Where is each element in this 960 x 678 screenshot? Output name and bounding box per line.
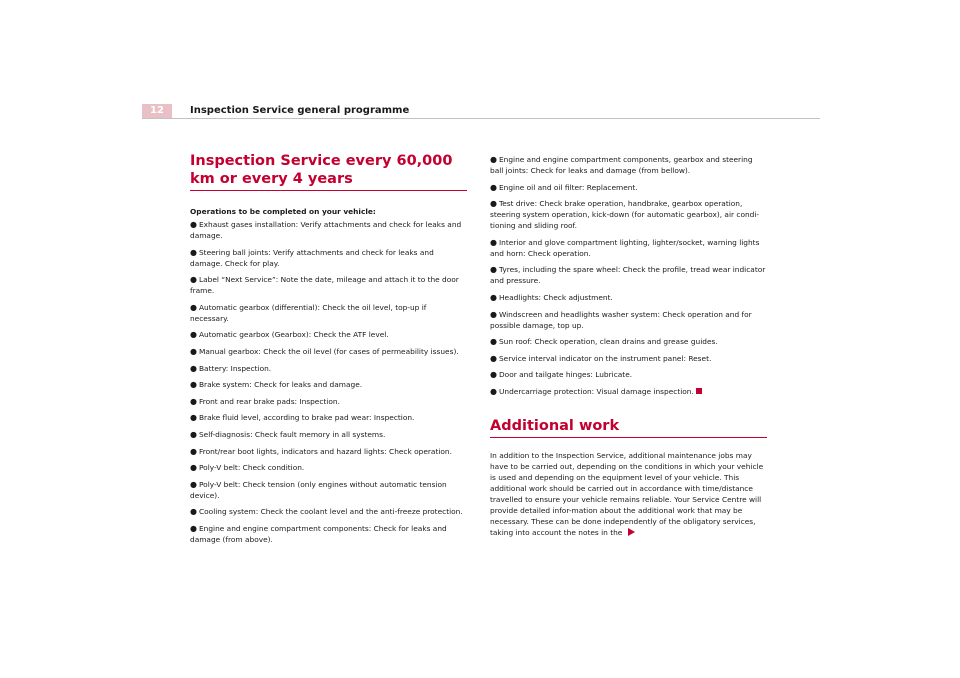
additional-work-title: Additional work	[490, 417, 767, 438]
list-item-text: Engine oil and oil filter: Replacement.	[498, 182, 638, 192]
bullet-icon: ●	[490, 199, 497, 209]
list-item-text: Interior and glove compartment lighting, lighter/socket, warning lights and horn: Check operation.	[490, 237, 760, 258]
bullet-icon: ●	[190, 507, 197, 517]
bullet-icon: ●	[190, 275, 197, 285]
list-item	[190, 363, 467, 374]
header-rule	[142, 118, 820, 119]
bullet-icon: ●	[490, 337, 497, 347]
list-item	[490, 264, 767, 286]
bullet-icon: ●	[190, 523, 197, 533]
list-item-text: Manual gearbox: Check the oil level (for cases of permeability issues).	[198, 346, 459, 356]
list-item-text: Engine and engine compartment components, gearbox and steering ball joints: Check for leaks and damage (from bellow).	[490, 155, 753, 175]
bullet-icon: ●	[190, 363, 197, 373]
list-item-text: Steering ball joints: Verify attachments and check for leaks and damage. Check for play.	[190, 247, 434, 268]
list-item	[190, 379, 467, 390]
operations-subheading: Operations to be completed on your vehicle:	[190, 207, 376, 216]
bullet-icon: ●	[190, 380, 197, 390]
bullet-icon: ●	[190, 463, 197, 473]
bullet-icon: ●	[490, 309, 497, 319]
list-item-text: Headlights: Check adjustment.	[498, 292, 613, 302]
list-item	[490, 182, 767, 193]
list-item-text: Engine and engine compartment components: Check for leaks and damage (from above).	[190, 523, 447, 544]
running-title: Inspection Service general programme	[190, 105, 410, 116]
page-number: 12	[142, 104, 172, 118]
list-item-text: Label “Next Service”: Note the date, mileage and attach it to the door frame.	[190, 275, 459, 296]
bullet-icon: ●	[490, 182, 497, 192]
list-item-text: Poly-V belt: Check condition.	[198, 463, 305, 473]
list-item-text: Test drive: Check brake operation, handbrake, gearbox operation, steering system operation, kick-down (for automatic gearbox), air condi-tioning and sliding roof.	[490, 199, 760, 231]
list-item-text: Battery: Inspection.	[198, 363, 272, 373]
list-item-text: Undercarriage protection: Visual damage inspection.	[498, 386, 694, 396]
list-item-text: Door and tailgate hinges: Lubricate.	[498, 370, 633, 380]
list-item	[190, 247, 467, 269]
bullet-icon: ●	[190, 396, 197, 406]
list-item	[490, 353, 767, 364]
list-item	[490, 386, 767, 397]
bullet-icon: ●	[490, 155, 497, 164]
right-column	[490, 154, 767, 538]
list-item-text: Self-diagnosis: Check fault memory in all systems.	[198, 429, 386, 439]
bullet-icon: ●	[490, 292, 497, 302]
bullet-icon: ●	[190, 429, 197, 439]
list-item	[490, 292, 767, 303]
right-checklist	[490, 154, 767, 397]
bullet-icon: ●	[190, 413, 197, 423]
list-item	[190, 506, 467, 517]
left-checklist	[190, 219, 467, 545]
additional-work-body: In addition to the Inspection Service, additional maintenance jobs may have to be carried out, depending on the conditions in which your vehicle is used and depending on the equipment level of your vehicle. This additional work should be carried out in accordance with time/distance travelled to ensure your vehicle remains reliable. Your Service Centre will provide detailed infor-mation about the additional work that may be necessary. These can be done independently of the obligatory services, taking into account the notes in the	[490, 450, 764, 537]
list-item-text: Brake system: Check for leaks and damage.	[198, 380, 363, 390]
left-column	[190, 152, 467, 551]
bullet-icon: ●	[190, 247, 197, 257]
bullet-icon: ●	[190, 220, 197, 229]
list-item	[190, 302, 467, 324]
continue-arrow-icon	[628, 528, 635, 536]
list-item-text: Tyres, including the spare wheel: Check the profile, tread wear indicator and pressure.	[490, 265, 766, 286]
list-item-text: Front/rear boot lights, indicators and hazard lights: Check operation.	[198, 446, 452, 456]
bullet-icon: ●	[190, 446, 197, 456]
bullet-icon: ●	[190, 330, 197, 340]
list-item-text: Cooling system: Check the coolant level and the anti-freeze protection.	[198, 507, 463, 517]
list-item	[190, 346, 467, 357]
list-item	[490, 237, 767, 259]
list-item-text: Sun roof: Check operation, clean drains and grease guides.	[498, 337, 718, 347]
list-item	[190, 429, 467, 440]
list-item-text: Windscreen and headlights washer system: Check operation and for possible damage, top up.	[490, 309, 752, 330]
list-item	[490, 336, 767, 347]
bullet-icon: ●	[190, 479, 197, 489]
additional-work-text	[490, 450, 767, 538]
bullet-icon: ●	[490, 370, 497, 380]
list-item-text: Automatic gearbox (Gearbox): Check the ATF level.	[198, 330, 389, 340]
list-item	[190, 329, 467, 340]
list-item	[490, 154, 767, 176]
list-item	[190, 479, 467, 501]
bullet-icon: ●	[190, 302, 197, 312]
list-item	[490, 198, 767, 231]
bullet-icon: ●	[490, 353, 497, 363]
list-item	[190, 523, 467, 545]
bullet-icon: ●	[490, 265, 497, 275]
list-item	[190, 462, 467, 473]
section-title: Inspection Service every 60,000 km or every 4 years	[190, 152, 467, 191]
list-item-text: Exhaust gases installation: Verify attachments and check for leaks and damage.	[190, 220, 462, 240]
bullet-icon: ●	[490, 386, 497, 396]
list-item	[490, 309, 767, 331]
list-item-text: Automatic gearbox (differential): Check the oil level, top-up if necessary.	[190, 302, 427, 323]
bullet-icon: ●	[490, 237, 497, 247]
list-item	[190, 412, 467, 423]
list-item-text: Brake fluid level, according to brake pad wear: Inspection.	[198, 413, 415, 423]
list-item	[490, 369, 767, 380]
bullet-icon: ●	[190, 346, 197, 356]
list-item-text: Service interval indicator on the instrument panel: Reset.	[498, 353, 712, 363]
end-of-section-square-icon	[696, 388, 702, 394]
list-item	[190, 446, 467, 457]
list-item	[190, 396, 467, 407]
list-item-text: Front and rear brake pads: Inspection.	[198, 396, 340, 406]
list-item-text: Poly-V belt: Check tension (only engines without automatic tension device).	[190, 479, 447, 500]
list-item	[190, 219, 467, 241]
list-item	[190, 274, 467, 296]
